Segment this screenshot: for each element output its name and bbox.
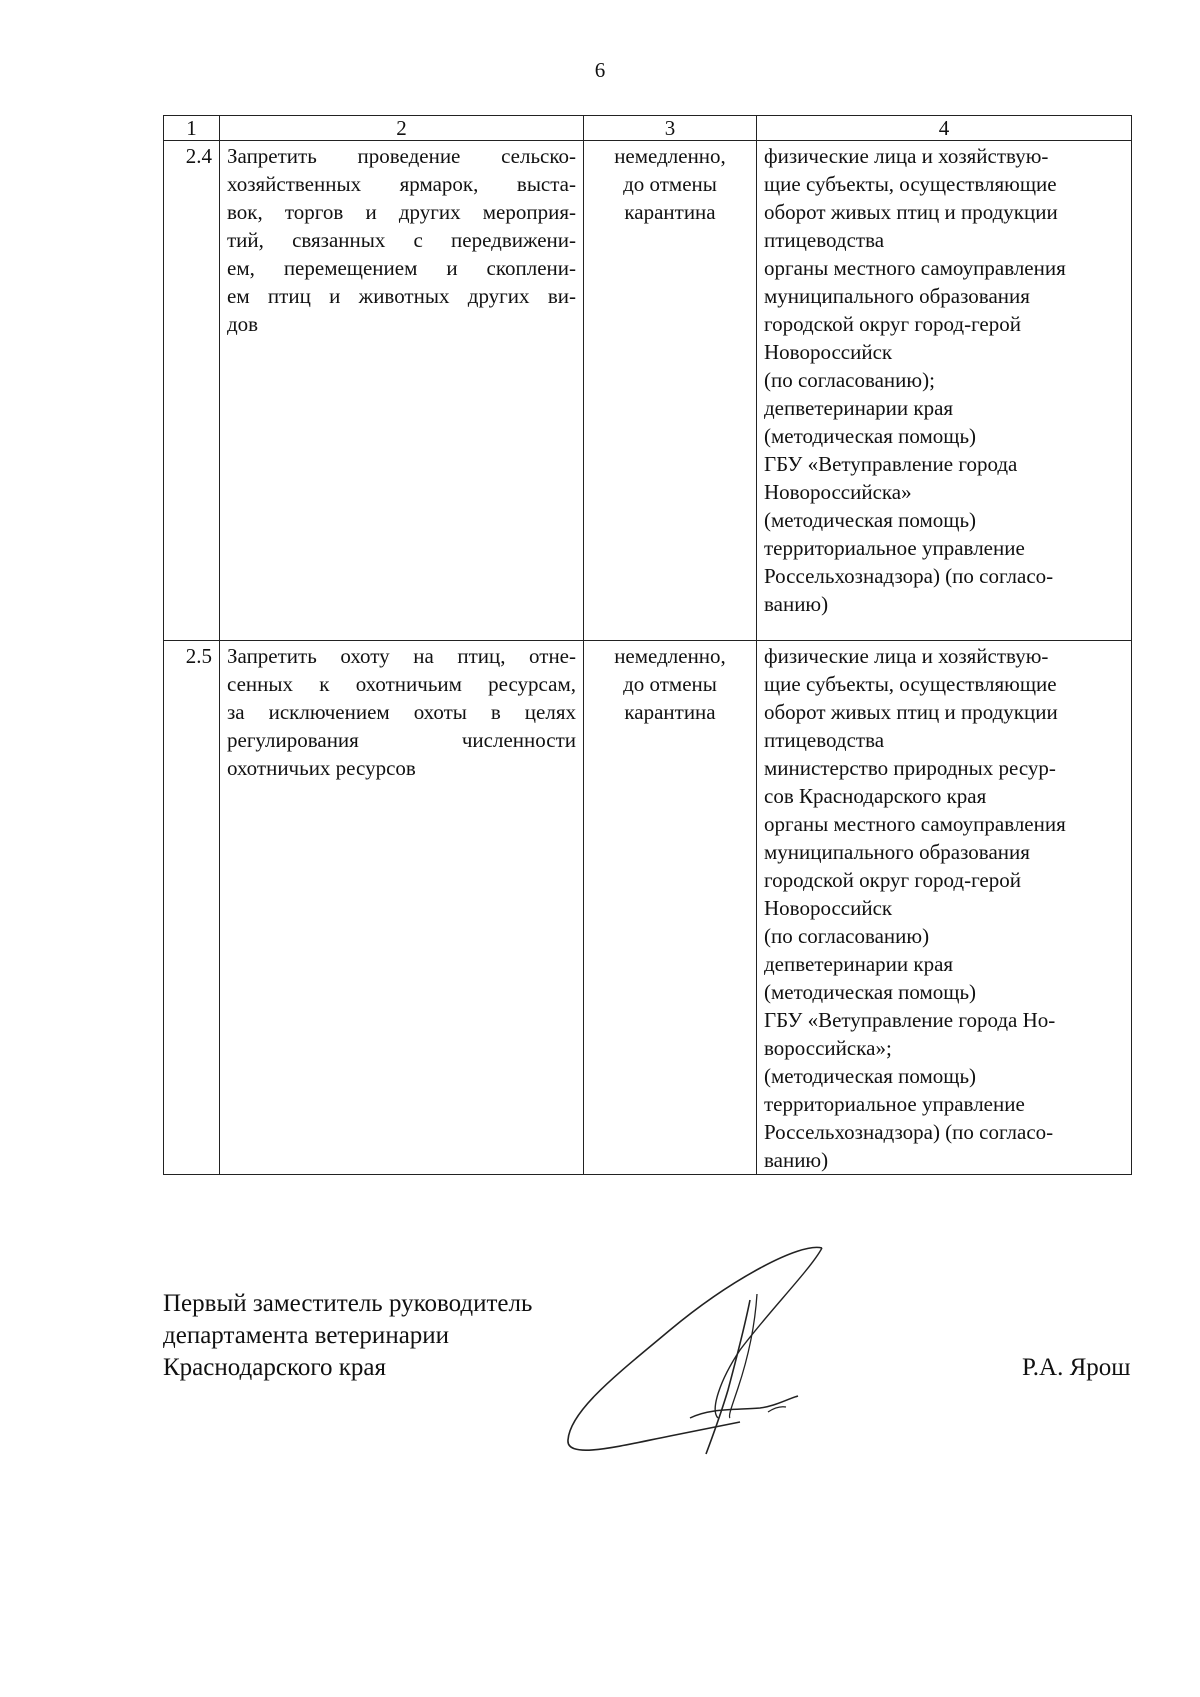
cell-line: территориальное управление: [764, 1092, 1025, 1116]
cell-line: немедленно,: [614, 144, 726, 168]
cell-line: городской округ город-герой: [764, 868, 1021, 892]
signatory-name: Р.А. Ярош: [1022, 1354, 1131, 1381]
cell-line: (методическая помощь): [764, 980, 977, 1004]
cell-line: Россельхознадзора) (по согласо-: [764, 564, 1054, 588]
cell-line: органы местного самоуправления: [764, 256, 1066, 280]
cell-line: городской округ город-герой: [764, 312, 1021, 336]
handwritten-signature: [560, 1240, 860, 1460]
cell-line: ем птиц и животных других ви-: [227, 284, 576, 308]
cell-line: органы местного самоуправления: [764, 812, 1066, 836]
cell-line: (методическая помощь): [764, 508, 977, 532]
row-number: 2.5: [164, 641, 220, 1175]
cell-line: щие субъекты, осуществляющие: [764, 672, 1057, 696]
measure-cell: [220, 141, 584, 641]
signatory-position-line: департамента ветеринарии: [163, 1322, 450, 1349]
cell-line: Новороссийск: [764, 340, 893, 364]
cell-line: депветеринарии края: [764, 396, 954, 420]
cell-line: регулирования численности: [227, 728, 576, 752]
cell-line: до отмены: [623, 672, 717, 696]
table-row: [164, 641, 1132, 1175]
column-header: 4: [757, 116, 1132, 141]
responsible-cell: [757, 141, 1132, 641]
measure-cell: [220, 641, 584, 1175]
cell-line: за исключением охоты в целях: [227, 700, 576, 724]
cell-line: до отмены: [623, 172, 717, 196]
cell-line: щие субъекты, осуществляющие: [764, 172, 1057, 196]
measures-table: [163, 115, 1132, 1175]
cell-line: вороссийска»;: [764, 1036, 892, 1060]
cell-line: муниципального образования: [764, 840, 1030, 864]
cell-line: сенных к охотничьим ресурсам,: [227, 672, 576, 696]
cell-line: депветеринарии края: [764, 952, 954, 976]
cell-line: Новороссийска»: [764, 480, 912, 504]
cell-line: (методическая помощь): [764, 1064, 977, 1088]
deadline-cell: [584, 141, 757, 641]
row-number: 2.4: [164, 141, 220, 641]
column-header: 2: [220, 116, 584, 141]
cell-line: ем, перемещением и скоплени-: [227, 256, 576, 280]
column-header: 1: [164, 116, 220, 141]
column-header: 3: [584, 116, 757, 141]
cell-line: карантина: [624, 200, 716, 224]
cell-line: ГБУ «Ветуправление города Но-: [764, 1008, 1056, 1032]
cell-line: сов Краснодарского края: [764, 784, 987, 808]
responsible-cell: [757, 641, 1132, 1175]
cell-line: хозяйственных ярмарок, выста-: [227, 172, 576, 196]
cell-line: территориальное управление: [764, 536, 1025, 560]
signatory-position-line: Первый заместитель руководитель: [163, 1290, 533, 1317]
cell-line: Запретить проведение сельско-: [227, 144, 576, 168]
deadline-cell: [584, 641, 757, 1175]
cell-line: (методическая помощь): [764, 424, 977, 448]
cell-line: Россельхознадзора) (по согласо-: [764, 1120, 1054, 1144]
cell-line: физические лица и хозяйствую-: [764, 644, 1049, 668]
cell-line: карантина: [624, 700, 716, 724]
cell-line: Запретить охоту на птиц, отне-: [227, 644, 576, 668]
cell-line: вок, торгов и других мероприя-: [227, 200, 576, 224]
table-row: [164, 141, 1132, 641]
page-number: 6: [594, 58, 606, 82]
cell-line: птицеводства: [764, 728, 885, 752]
cell-line: птицеводства: [764, 228, 885, 252]
cell-line: ванию): [764, 592, 829, 616]
cell-line: ГБУ «Ветуправление города: [764, 452, 1018, 476]
cell-line: муниципального образования: [764, 284, 1030, 308]
cell-line: ванию): [764, 1148, 829, 1172]
cell-line: Новороссийск: [764, 896, 893, 920]
table-header-row: [164, 116, 1132, 141]
cell-line: тий, связанных с передвижени-: [227, 228, 576, 252]
cell-line: (по согласованию): [764, 924, 930, 948]
signatory-position: [163, 1288, 532, 1384]
signatory-position-line: Краснодарского края: [163, 1354, 386, 1381]
cell-line: немедленно,: [614, 644, 726, 668]
cell-line: охотничьих ресурсов: [227, 756, 416, 780]
cell-line: дов: [227, 312, 259, 336]
cell-line: (по согласованию);: [764, 368, 935, 392]
cell-line: оборот живых птиц и продукции: [764, 700, 1058, 724]
cell-line: оборот живых птиц и продукции: [764, 200, 1058, 224]
cell-line: физические лица и хозяйствую-: [764, 144, 1049, 168]
cell-line: министерство природных ресур-: [764, 756, 1056, 780]
